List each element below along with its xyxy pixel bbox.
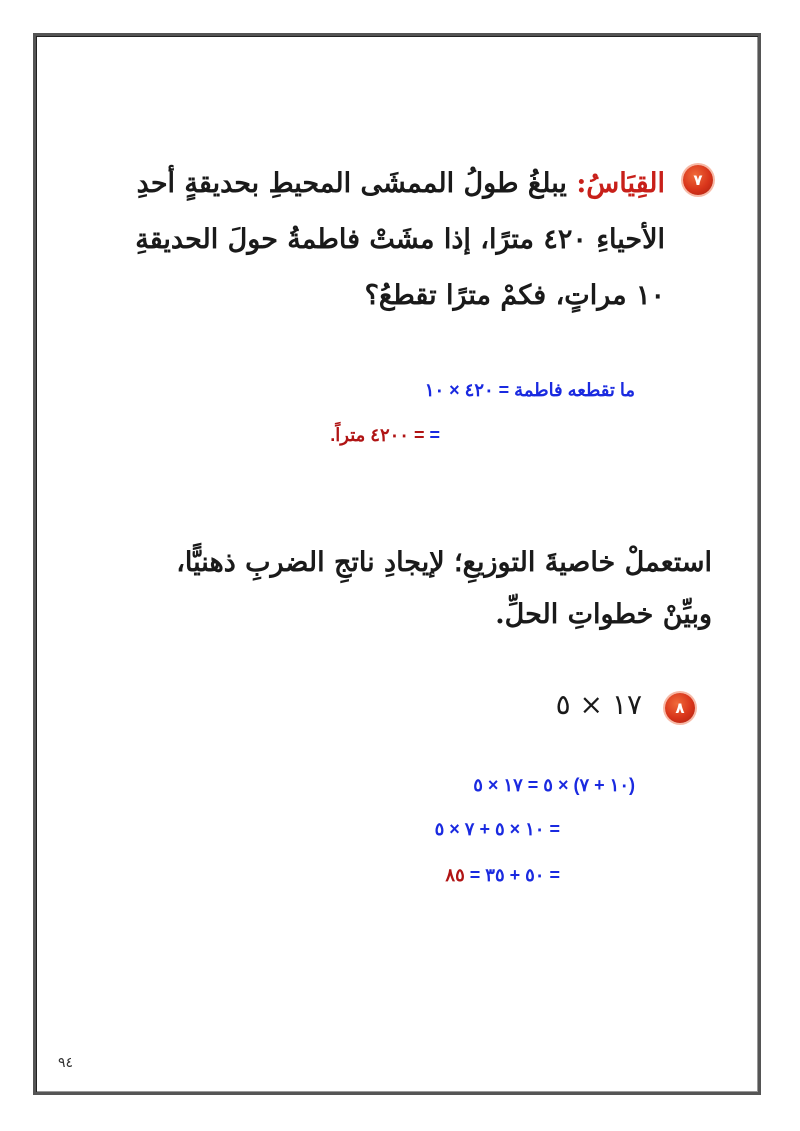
instruction-line-1: استعملْ خاصيةَ التوزيعِ؛ لإيجادِ ناتجِ الضربِ ذهنيًّا،	[176, 547, 712, 578]
problem-7-line-1	[105, 156, 665, 212]
problem-7-number: ٧	[693, 171, 703, 189]
problem-7-text	[105, 156, 665, 324]
problem-8-expression: ١٧ × ٥	[555, 688, 642, 721]
problem-7-answer-equals: =	[429, 425, 440, 445]
problem-8-answer-result: ٨٥	[445, 865, 465, 885]
problem-8-answer-line-2: = ١٠ × ٥ + ٧ × ٥	[434, 819, 560, 839]
problem-7-answer-result: = ٤٢٠٠ متراً.	[330, 425, 425, 445]
problem-7-topic: القِيَاسُ:	[576, 168, 665, 199]
problem-7-answer-line-1: ما تقطعه فاطمة = ٤٢٠ × ١٠	[424, 380, 635, 400]
problem-8-answer-line-3-text	[445, 865, 560, 885]
problem-7-badge	[683, 165, 713, 195]
problem-7-line-1-text: يبلغُ طولُ الممشَى المحيطِ بحديقةٍ أحدِ	[136, 168, 577, 199]
problem-8-badge	[665, 693, 695, 723]
problem-7-line-2: الأحياءِ ٤٢٠ مترًا، إذا مشَتْ فاطمةُ حولَ الحديقةِ	[135, 224, 665, 255]
instruction-line-2: وبيِّنْ خطواتِ الحلِّ.	[495, 599, 712, 630]
page-number: ٩٤	[58, 1055, 74, 1071]
problem-8-answer-line-1: (١٠ + ٧) × ٥ = ١٧ × ٥	[473, 775, 635, 795]
problem-8-number: ٨	[675, 699, 685, 717]
problem-7-answer-line-2	[330, 425, 440, 446]
problem-7-line-3: ١٠ مراتٍ، فكمْ مترًا تقطعُ؟	[364, 280, 665, 311]
instruction-text	[72, 537, 712, 641]
problem-8-answer-steps: = ٥٠ + ٣٥ =	[464, 865, 560, 885]
problem-8-answer-line-3	[445, 865, 560, 886]
